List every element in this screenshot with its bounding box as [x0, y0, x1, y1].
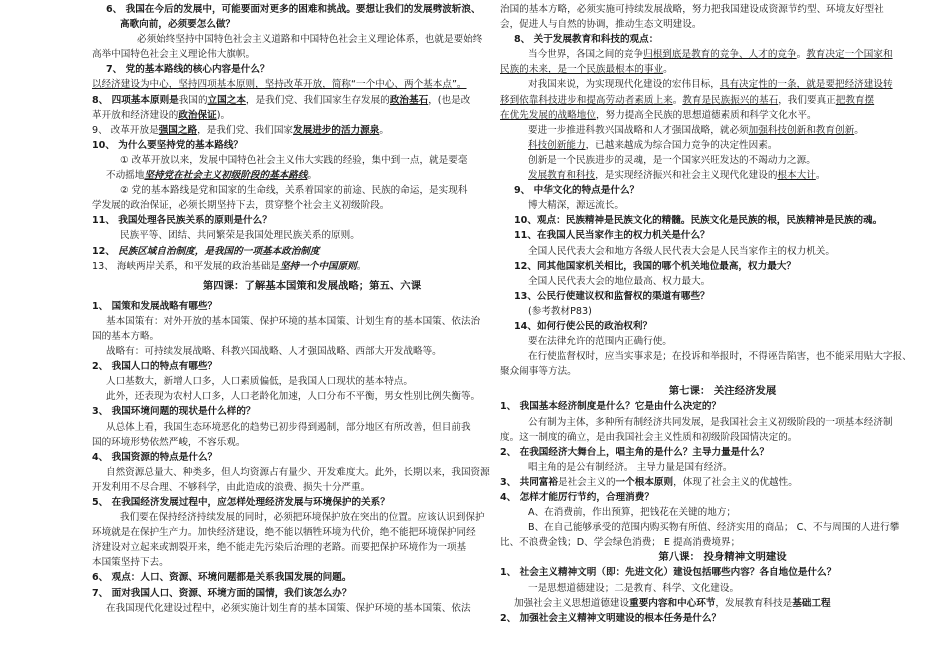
answer-text: [500, 108, 945, 123]
statement-text: 是社会主义的: [557, 476, 616, 488]
left-column: [92, 2, 532, 616]
answer-text: 创新是一个民族进步的灵魂，是一个国家兴旺发达的不竭动力之源。: [528, 154, 816, 166]
answer-text: 博大精深，源远流长。: [528, 200, 624, 212]
question-2-right: 2、 在我国经济大舞台上，唱主角的是什么？主导力量是什么？: [500, 446, 770, 458]
right-column: [500, 2, 945, 626]
section-heading-lesson-8: 第八课： 投身精神文明建设: [658, 551, 787, 564]
question-7b-left: 7、 面对我国人口、资源、环境方面的国情，我们该怎么办？: [92, 587, 352, 599]
answer-text: 国的环境形势依然严峻，不容乐观。: [92, 436, 246, 448]
keyword-underlined: 民族的未来，是一个民族最根本的事业: [500, 64, 664, 76]
answer-text: 要在法律允许的范围内正确行使。: [528, 336, 672, 348]
statement-text: ，(也是改: [428, 94, 471, 106]
question-8-right: 8、 关于发展教育和科技的观点：: [514, 34, 659, 46]
answer-text: 自然资源总量大、种类多，但人均资源占有量少、开发难度大。此外，长期以来，我国资源: [106, 466, 490, 478]
answer-text: 。: [663, 64, 673, 76]
statement-9-left: [92, 123, 532, 138]
answer-text: 公有制为主体，多种所有制经济共同发展，是我国社会主义初级阶段的一项基本经济制: [528, 416, 893, 428]
answer-text: [500, 596, 945, 611]
answer-text: [500, 123, 945, 138]
answer-text: 人口基数大，新增人口多，人口素质偏低，是我国人口现状的基本特点。: [106, 376, 413, 388]
statement-8-left-cont: [92, 108, 532, 123]
keyword-underlined: 立国之本: [207, 94, 246, 106]
statement-6-left: 6、 观点：人口、资源、环境问题都是关系我国发展的问题。: [92, 572, 352, 584]
question-11-left: 11、 我国处理各民族关系的原则是什么？: [92, 215, 272, 227]
statement-text: ，是我们党、我们国家生存发展的: [245, 94, 390, 106]
statement-keyword: 一个根本原则: [615, 476, 674, 488]
answer-text: 会，促进人与自然的协调，推动生态文明建设。: [500, 19, 702, 31]
answer-text: ② 党的基本路线是党和国家的生命线，关系着国家的前途、民族的命运，是实现科: [120, 185, 468, 197]
answer-text: 。: [307, 170, 318, 182]
keyword-underlined: 科技创新能力: [528, 139, 586, 151]
keyword-underlined: 发展进步的活力源泉: [293, 124, 380, 136]
question-2-left: 2、 我国人口的特点有哪些？: [92, 361, 218, 373]
keyword-underlined: 把教育摆: [835, 94, 875, 106]
answer-text: 必须始终坚持中国特色社会主义道路和中国特色社会主义理论体系，也就是要始终: [137, 34, 483, 46]
answer-text: [92, 77, 532, 92]
keyword-underlined: 在优先发展的战略地位: [500, 109, 596, 121]
keyword-calligraphy: 坚持一个中国原则: [279, 260, 357, 272]
statement-number: 8、 四项基本原则是: [92, 94, 179, 106]
section-heading-lesson-4: 第四课：了解基本国策和发展战略；第五、六课: [202, 279, 422, 292]
statement-8-left: [92, 93, 532, 108]
answer-text: [92, 168, 532, 183]
question-6-left: 6、 我国在今后的发展中，可能要面对更多的困难和挑战。要想让我们的发展劈波斩浪、: [106, 4, 481, 15]
answer-text: ，已越来越成为综合国力竞争的决定性因素。: [585, 139, 778, 151]
answer-text: 民族平等、团结、共同繁荣是我国处理民族关系的原则。: [120, 230, 360, 242]
statement-text: 。: [356, 260, 367, 272]
statement-10-right: 10、观点：民族精神是民族文化的精髓。民族文化是民族的根，民族精神是民族的魂。: [514, 215, 883, 227]
question-6-left-cont: 高歌向前，必须要怎么做？: [120, 19, 236, 31]
answer-text: 基本国策有：对外开放的基本国策、保护环境的基本国策、计划生育的基本国策、依法治: [106, 315, 481, 327]
answer-text: [500, 77, 945, 92]
statement-text: )。: [216, 109, 231, 121]
answer-text: 在我国现代化建设过程中，必须实施计划生育的基本国策、保护环境的基本国策、依法: [106, 602, 471, 614]
keyword-underlined: 根本大计: [777, 170, 816, 182]
answer-text: 不动摇地: [106, 170, 145, 182]
answer-text: ，发展教育科技是: [715, 597, 793, 609]
question-11-right: 11、在我国人民当家作主的权力机关是什么？: [514, 230, 710, 242]
answer-text: 。: [854, 124, 864, 136]
section-heading-lesson-7: 第七课： 关注经济发展: [668, 385, 777, 398]
answer-text: ，是实现经济振兴和社会主义现代化建设的: [595, 170, 778, 182]
answer-text: [500, 138, 945, 153]
answer-text: 高举中国特色社会主义理论伟大旗帜。: [92, 49, 256, 61]
answer-text: ，我们要真正: [778, 94, 836, 106]
answer-text: 在行使监督权时，应当实事求是；在投诉和举报时，不得诬告陷害，也不能采用贴大字报、: [528, 351, 912, 363]
answer-keyword: 基础工程: [792, 597, 831, 609]
question-4-left: 4、 我国资源的特点是什么？: [92, 451, 218, 463]
question-3-left: 3、 我国环境问题的现状是什么样的？: [92, 406, 256, 418]
keyword-calligraphy: 民族区域自治制度，是我国的一项基本政治制度: [118, 245, 320, 257]
answer-text: 此外，还表现为农村人口多，人口老龄化加速，人口分布不平衡，男女性别比例失衡等。: [106, 391, 481, 403]
answer-text: 度。这一制度的确立，是由我国社会主义性质和初级阶段国情决定的。: [500, 431, 798, 443]
statement-text: 。: [379, 124, 389, 136]
statement-text: ，体现了社会主义的优越性。: [673, 476, 798, 488]
answer-text: 国的基本方略。: [92, 330, 160, 342]
question-9-right: 9、 中华文化的特点是什么？: [514, 185, 640, 197]
answer-text: 。: [796, 49, 807, 61]
question-7-left: 7、 党的基本路线的核心内容是什么？: [106, 64, 270, 76]
keyword-underlined: 教育决定一个国家和: [806, 49, 893, 61]
question-1-left: 1、 国策和发展战略有哪些？: [92, 300, 218, 312]
keyword-underlined: 归根到底是教育的竞争、人才的竞争: [643, 49, 797, 61]
question-14-right: 14、如何行使公民的政治权利？: [514, 320, 653, 332]
question-5-left: 5、 在我国经济发展过程中，应怎样处理经济发展与环境保护的关系？: [92, 497, 390, 508]
answer-text: 开发利用不尽合理、不够科学，由此造成的浪费、损失十分严重。: [92, 481, 371, 493]
answer-text: 要进一步推进科教兴国战略和人才强国战略，就必须: [528, 124, 749, 136]
answer-text: 聚众闹事等方法。: [500, 366, 577, 378]
answer-text: B、在自己能够承受的范围内购买物有所值、经济实用的商品； C、不与周围的人进行攀: [528, 522, 900, 534]
answer-text: A、在消费前，作出预算，把钱花在关键的地方；: [528, 507, 737, 519]
keyword-underlined: 具有决定性的一条，就是要把经济建设转: [719, 79, 893, 91]
answer-text: 治国的基本方略，必须实施可持续发展战略，努力把我国建设成资源节约型、环境友好型社: [500, 4, 884, 15]
statement-12-left: [92, 244, 532, 259]
answer-text: 对我国来说，为实现现代化建设的宏伟目标，: [528, 79, 720, 91]
statement-text: ，是我们党、我们国家: [197, 124, 294, 136]
answer-text: ，努力提高全民族的思想道德素质和科学文化水平。: [595, 109, 817, 121]
keyword-underlined: 教育是民族振兴的基石: [682, 94, 779, 106]
answer-text: 从总体上看，我国生态环境恶化的趋势已初步得到遏制，部分地区有所改善，但目前我: [106, 421, 471, 433]
answer-text: 我们要在保持经济持续发展的同时，必须把环境保护放在突出的位置。应该认识到保护: [120, 512, 485, 524]
question-2b-right: 2、 加强社会主义精神文明建设的根本任务是什么？: [500, 612, 722, 624]
question-4-right: 4、 怎样才能厉行节约，合理消费？: [500, 492, 654, 503]
statement-text: 革开放和经济建设的: [92, 109, 179, 121]
question-13-right: 13、公民行使建议权和监督权的渠道有哪些？: [514, 290, 710, 302]
answer-text: 全国人民代表大会和地方各级人民代表大会是人民当家作主的权力机关。: [528, 245, 835, 257]
answer-text: 本国策坚持下去。: [92, 557, 169, 569]
answer-text: 环境就是在保护生产力。加快经济建设，绝不能以牺牲环境为代价，绝不能把环境保护同经: [92, 527, 476, 539]
answer-text: 加强社会主义思想道德建设: [514, 597, 630, 609]
keyword-underlined: 加强科技创新和教育创新: [748, 124, 855, 136]
answer-text: 。: [672, 94, 683, 106]
answer-text: 当今世界，各国之间的竞争: [528, 49, 644, 61]
answer-reference: (参考教材P83): [528, 305, 592, 317]
answer-text: [500, 168, 945, 183]
question-1-right: 1、 我国基本经济制度是什么？它是由什么决定的？: [500, 401, 722, 413]
answer-text: 济建设对立起来或割裂开来，绝不能走先污染后治理的老路。而要把保护环境作为一项基: [92, 542, 467, 554]
answer-underlined: 以经济建设为中心，坚持四项基本原则，坚持改革开放，简称“一个中心、两个基本点”。: [92, 79, 467, 91]
answer-text: 一是思想道德建设；二是教育、科学、文化建设。: [528, 582, 740, 594]
answer-text: 战略有：可持续发展战略、科教兴国战略、人才强国战略、西部大开发战略等。: [106, 346, 442, 358]
answer-text: 唱主角的是公有制经济。 主导力量是国有经济。: [528, 461, 733, 473]
answer-keyword: 重要内容和中心环节: [629, 597, 716, 609]
statement-text: 13、 海峡两岸关系，和平发展的政治基础是: [92, 260, 280, 272]
answer-text: ① 改革开放以来，发展中国特色社会主义伟大实践的经验，集中到一点，就是要毫: [120, 154, 468, 166]
statement-3-right: [500, 475, 945, 490]
keyword-underlined: 发展教育和科技: [528, 170, 596, 182]
answer-text: [500, 93, 945, 108]
answer-text: 。: [815, 170, 826, 182]
answer-text: [500, 47, 945, 62]
question-12-right: 12、同其他国家机关相比，我国的哪个机关地位最高，权力最大？: [514, 260, 796, 272]
keyword-underlined: 政治基石: [389, 94, 429, 106]
question-1b-right: 1、 社会主义精神文明（即：先进文化）建设包括哪些内容？各自地位是什么？: [500, 567, 837, 579]
answer-text: 比、不浪费金钱；D、学会绿色消费； E 提高消费境界；: [500, 537, 741, 549]
keyword-underlined: 移到依靠科技进步和提高劳动者素质上来: [500, 94, 673, 106]
statement-number: 12、: [92, 245, 115, 257]
keyword-calligraphy: 坚持党在社会主义初级阶段的基本路线: [144, 170, 308, 182]
statement-text: 我国的: [178, 94, 208, 106]
statement-13-left: [92, 259, 532, 274]
keyword-underlined: 强国之路: [158, 124, 198, 136]
statement-text: 3、 共同富裕: [500, 476, 558, 488]
keyword-underlined: 政治保证: [178, 109, 217, 121]
statement-text: 9、 改革开放是: [92, 124, 159, 136]
answer-text: [500, 62, 945, 77]
answer-text: 学发展的政治保证，必须长期坚持下去，贯穿整个社会主义初级阶段。: [92, 200, 390, 212]
question-10-left: 10、 为什么要坚持党的基本路线？: [92, 139, 244, 151]
answer-text: 全国人民代表大会的地位最高、权力最大。: [528, 275, 711, 287]
